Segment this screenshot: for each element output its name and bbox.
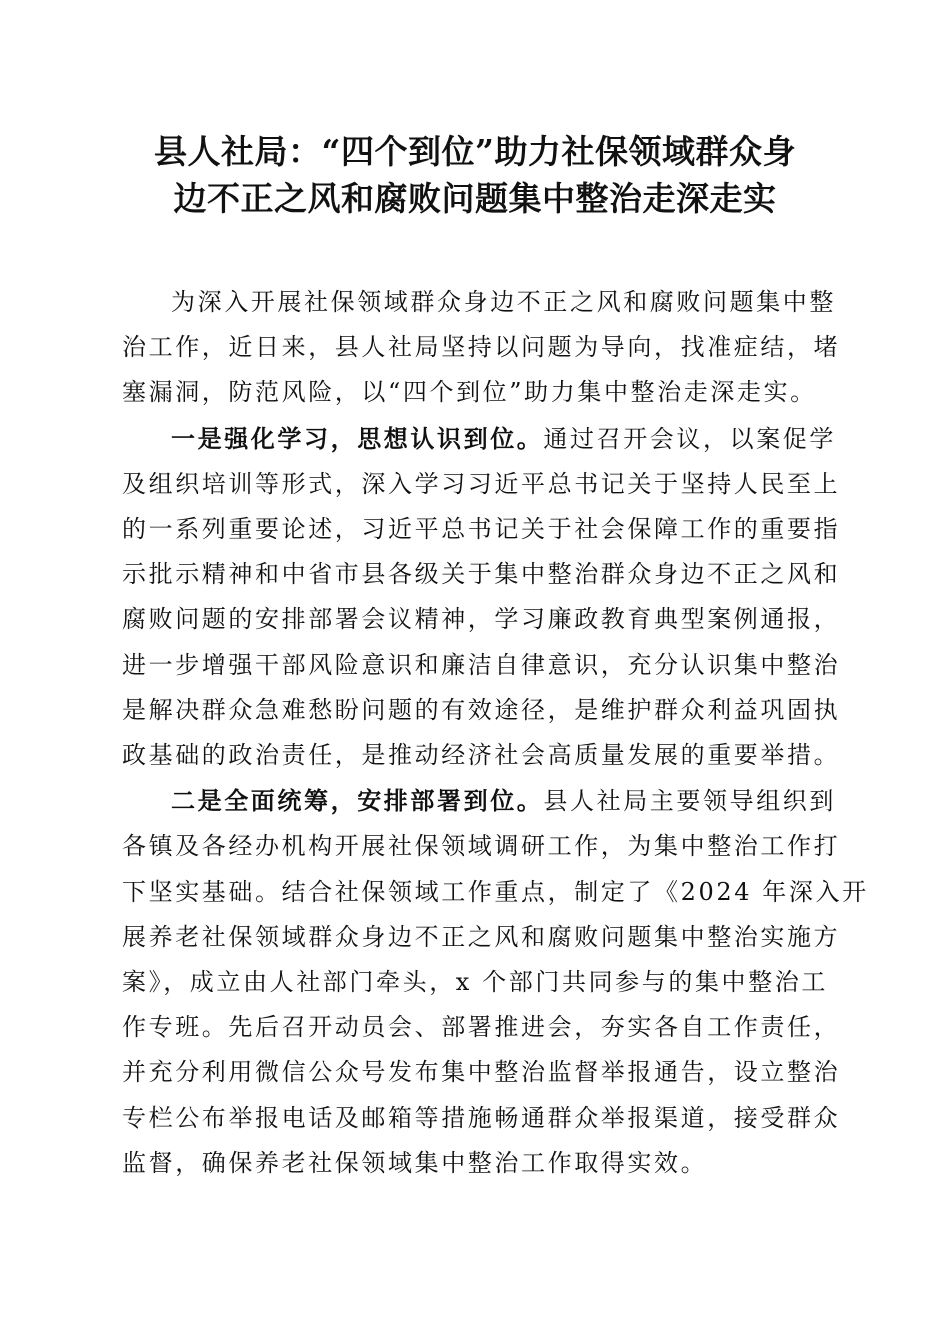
text-line	[122, 416, 837, 462]
text-line: 并充分利用微信公众号发布集中整治监督举报通告，设立整治	[122, 1058, 841, 1087]
text-line: 治工作，近日来，县人社局坚持以问题为导向，找准症结，堵	[122, 333, 841, 362]
text-run: 县人社局主要领导组织到	[543, 787, 837, 816]
text-line: 案》，成立由人社部门牵头，x 个部门共同参与的集中整治工	[122, 968, 828, 997]
title-line-2: 边不正之风和腐败问题集中整治走深走实	[173, 179, 777, 218]
document-body	[122, 280, 869, 1186]
text-run: 通过召开会议，以案促学	[543, 424, 837, 453]
text-line: 作专班。先后召开动员会、部署推进会，夯实各自工作责任，	[122, 1013, 841, 1042]
text-line: 进一步增强干部风险意识和廉洁自律意识，充分认识集中整治	[122, 650, 841, 679]
text-line: 是解决群众急难愁盼问题的有效途径，是维护群众利益巩固执	[122, 695, 841, 724]
text-line: 政基础的政治责任，是推动经济社会高质量发展的重要举措。	[122, 741, 841, 770]
section-heading-planning: 二是全面统筹，安排部署到位。	[171, 786, 544, 816]
text-line: 下坚实基础。结合社保领域工作重点，制定了《2024 年深入开	[122, 877, 869, 906]
document-title	[100, 128, 850, 222]
text-line: 塞漏洞，防范风险，以“四个到位”助力集中整治走深走实。	[122, 378, 817, 407]
text-line: 各镇及各经办机构开展社保领域调研工作，为集中整治工作打	[122, 832, 841, 861]
text-line: 展养老社保领域群众身边不正之风和腐败问题集中整治实施方	[122, 922, 841, 951]
text-line: 示批示精神和中省市县各级关于集中整治群众身边不正之风和	[122, 560, 841, 589]
text-line: 专栏公布举报电话及邮箱等措施畅通群众举报渠道，接受群众	[122, 1103, 841, 1132]
paragraph-study	[122, 416, 841, 779]
text-line: 腐败问题的安排部署会议精神，学习廉政教育典型案例通报，	[122, 605, 841, 634]
text-line: 为深入开展社保领域群众身边不正之风和腐败问题集中整	[171, 288, 836, 316]
title-line-1: 县人社局：“四个到位”助力社保领域群众身	[154, 132, 796, 171]
paragraph-intro	[122, 280, 841, 416]
text-line	[122, 778, 837, 824]
section-heading-study: 一是强化学习，思想认识到位。	[171, 423, 544, 453]
text-line: 的一系列重要论述，习近平总书记关于社会保障工作的重要指	[122, 515, 841, 544]
text-line: 监督，确保养老社保领域集中整治工作取得实效。	[122, 1148, 708, 1177]
text-line: 及组织培训等形式，深入学习习近平总书记关于坚持人民至上	[122, 469, 841, 498]
paragraph-planning	[122, 778, 869, 1186]
